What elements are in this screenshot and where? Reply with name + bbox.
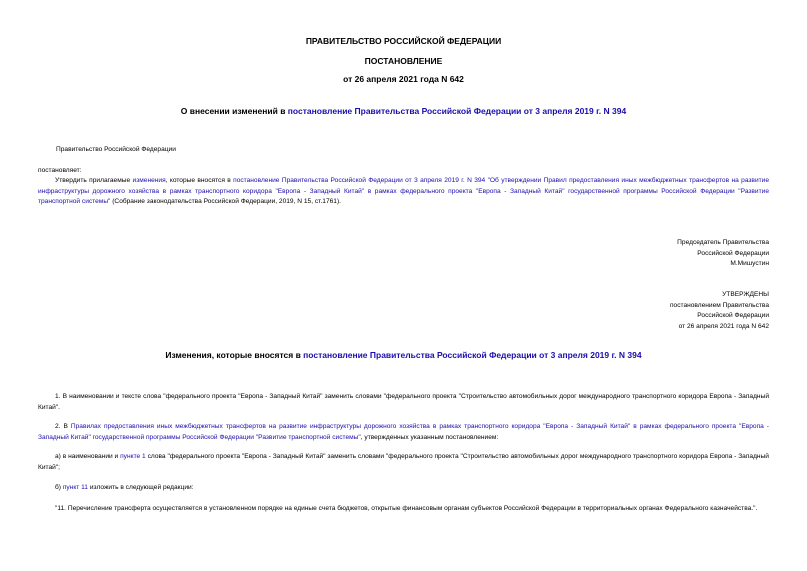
item-2b-text-a: б) [55, 484, 63, 491]
changes-title-link[interactable]: постановление Правительства Российской Федерации от 3 апреля 2019 г. N 394 [303, 350, 642, 360]
signature-block [540, 238, 769, 270]
approval-line-3: Российской Федерации [697, 312, 769, 319]
intro-resolves: постановляет: [38, 167, 82, 174]
p1-text-b: , которые вносятся в [165, 177, 234, 184]
item-1: 1. В наименовании и тексте слова "федерального проекта "Европа - Западный Китай" заменить словами "федерального проекта "Строительство автомобильных дорог международного транспортного коридора Европа - Западный Китай". [38, 393, 769, 411]
p1-text-a: Утвердить прилагаемые [55, 177, 133, 184]
point-11-link[interactable]: пункт 11 [62, 484, 88, 491]
p1-text-c: (Собрание законодательства Российской Федерации, 2019, N 15, ст.1761). [110, 198, 341, 205]
item-2a-text-b: слова "федерального проекта "Европа - Западный Китай" заменить словами "федерального проекта "Строительство автомобильных дорог международного транспортного коридора Европа - Западный Китай"; [38, 453, 769, 471]
approval-line-2: постановлением Правительства [669, 301, 769, 309]
item-2a [38, 452, 769, 473]
changes-title-prefix: Изменения, которые вносятся в [165, 350, 304, 360]
intro-government: Правительство Российской Федерации [56, 146, 176, 153]
item-2-text-b: , утвержденных указанным постановлением: [360, 433, 499, 441]
item-2-text-a: 2. В [55, 423, 71, 430]
item-2a-text-a: а) в наименовании и [55, 453, 121, 460]
approval-block [540, 290, 769, 332]
government-heading: ПРАВИТЕЛЬСТВО РОССИЙСКОЙ ФЕДЕРАЦИИ [305, 36, 502, 46]
changes-title [0, 350, 807, 360]
item-2b-text-b: изложить в следующей редакции: [87, 484, 194, 491]
rules-link[interactable]: Правилах предоставления иных межбюджетных трансфертов на развитие инфраструктуры дорожного хозяйства в рамках транспортного коридора "Европа - Западный Китай" в рамках федерального проекта "Европа - Западный Китай" государственной программы Российской Федерации "Развитие транспортной системы" [38, 423, 770, 441]
quoted-point-11: "11. Перечисление трансферта осуществляется в установленном порядке на единые счета бюджетов, открытые финансовым органам субъектов Российской Федерации в территориальных органах Федерального казначейства.". [55, 505, 758, 512]
title-prefix: О внесении изменений в [180, 106, 288, 116]
signature-line-1: Председатель Правительства [677, 239, 769, 246]
resolution-394-link[interactable]: постановление Правительства Российской Федерации от 3 апреля 2019 г. N 394 "Об утверждении Правил предоставления иных межбюджетных трансфертов на развитие инфраструктуры дорожного хозяйства в рамках транспортного коридора "Европа - Западный Китай" в рамках федерального проекта "Европа - Западный Китай" государственной программы Российской Федерации "Развитие транспортной системы" [38, 177, 769, 205]
document-title [0, 106, 807, 116]
changes-link[interactable]: изменения [132, 177, 166, 184]
item-2b [55, 483, 194, 494]
approval-line-4: от 26 апреля 2021 года N 642 [678, 322, 769, 330]
signature-name: М.Мишустин [730, 260, 769, 267]
signature-line-2: Российской Федерации [697, 249, 769, 257]
document-type: ПОСТАНОВЛЕНИЕ [364, 56, 443, 66]
point-1-link[interactable]: пункте 1 [120, 453, 146, 460]
item-2 [38, 422, 769, 443]
resolution-paragraph [38, 176, 769, 208]
document-date: от 26 апреля 2021 года N 642 [343, 74, 464, 84]
title-link[interactable]: постановление Правительства Российской Федерации от 3 апреля 2019 г. N 394 [287, 106, 627, 116]
approval-line-1: УТВЕРЖДЕНЫ [722, 291, 769, 298]
